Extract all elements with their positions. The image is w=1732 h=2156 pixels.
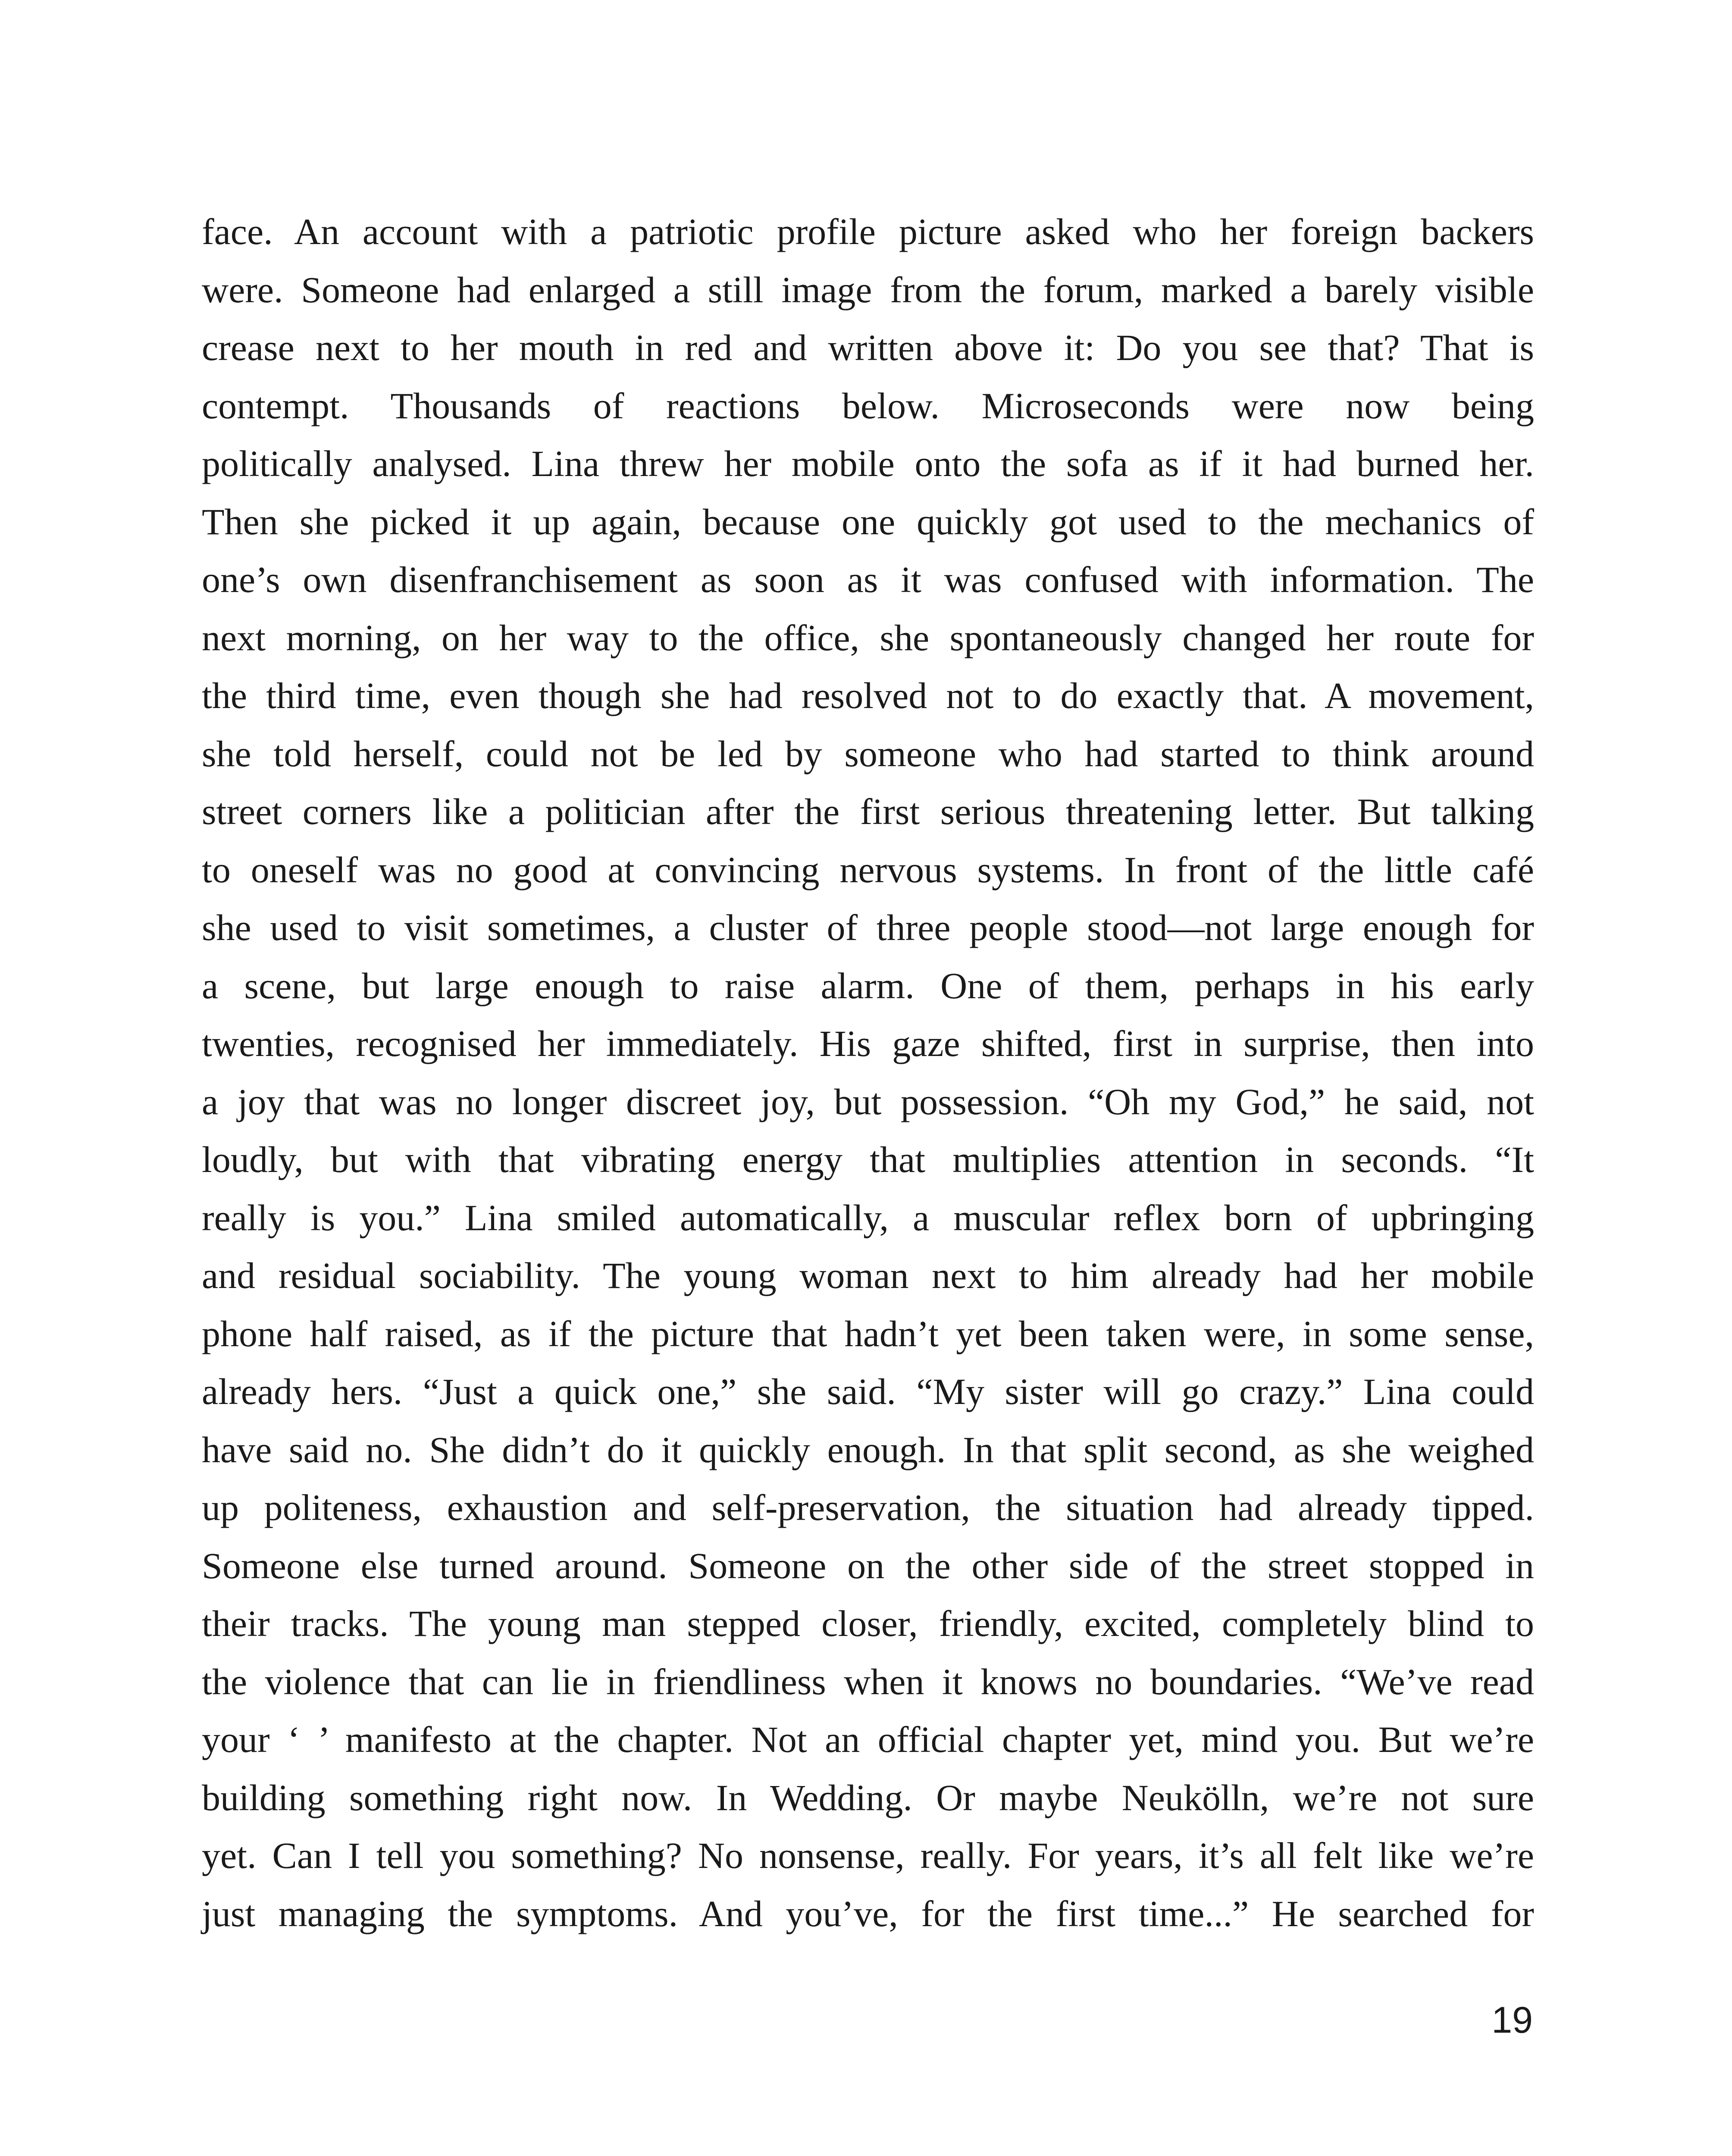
text-line: the violence that can lie in friendliness when it knows no boundaries. “We’ve read xyxy=(202,1661,1534,1702)
text-line: have said no. She didn’t do it quickly enough. In that split second, as she weighed xyxy=(202,1429,1534,1470)
text-line: contempt. Thousands of reactions below. Microseconds were now being xyxy=(202,385,1534,426)
text-line: politically analysed. Lina threw her mobile onto the sofa as if it had burned her. xyxy=(202,443,1534,484)
text-line: a joy that was no longer discreet joy, but possession. “Oh my God,” he said, not xyxy=(202,1081,1534,1122)
text-line: next morning, on her way to the office, she spontaneously changed her route for xyxy=(202,617,1534,658)
text-line: face. An account with a patriotic profile picture asked who her foreign backers xyxy=(202,211,1534,252)
text-line: your ‘ ’ manifesto at the chapter. Not an official chapter yet, mind you. But we’re xyxy=(202,1719,1534,1760)
text-line: their tracks. The young man stepped closer, friendly, excited, completely blind to xyxy=(202,1603,1534,1644)
text-line: already hers. “Just a quick one,” she said. “My sister will go crazy.” Lina could xyxy=(202,1371,1534,1412)
text-line: building something right now. In Wedding. Or maybe Neukölln, we’re not sure xyxy=(202,1777,1534,1818)
text-line: really is you.” Lina smiled automatically, a muscular reflex born of upbringing xyxy=(202,1197,1534,1238)
text-line: she told herself, could not be led by someone who had started to think around xyxy=(202,733,1534,774)
text-line: just managing the symptoms. And you’ve, for the first time...” He searched for xyxy=(202,1893,1534,1934)
text-line: the third time, even though she had resolved not to do exactly that. A movement, xyxy=(202,675,1534,716)
text-line: she used to visit sometimes, a cluster of three people stood—not large enough for xyxy=(202,907,1534,948)
text-line: one’s own disenfranchisement as soon as it was confused with information. The xyxy=(202,559,1534,600)
text-line: twenties, recognised her immediately. His gaze shifted, first in surprise, then into xyxy=(202,1023,1534,1064)
text-line: crease next to her mouth in red and written above it: Do you see that? That is xyxy=(202,327,1534,368)
text-line: up politeness, exhaustion and self-preservation, the situation had already tipped. xyxy=(202,1487,1534,1528)
page-number: 19 xyxy=(1491,1999,1533,2041)
text-line: and residual sociability. The young woman next to him already had her mobile xyxy=(202,1255,1534,1296)
text-line: street corners like a politician after the first serious threatening letter. But talking xyxy=(202,791,1534,832)
text-line: Someone else turned around. Someone on the other side of the street stopped in xyxy=(202,1545,1534,1586)
text-line: a scene, but large enough to raise alarm. One of them, perhaps in his early xyxy=(202,965,1534,1006)
body-text xyxy=(202,203,1534,1943)
text-line: loudly, but with that vibrating energy that multiplies attention in seconds. “It xyxy=(202,1139,1534,1180)
text-line: phone half raised, as if the picture that hadn’t yet been taken were, in some sense, xyxy=(202,1313,1534,1354)
text-line: to oneself was no good at convincing nervous systems. In front of the little café xyxy=(202,849,1534,890)
text-line: were. Someone had enlarged a still image from the forum, marked a barely visible xyxy=(202,269,1534,310)
text-line: Then she picked it up again, because one quickly got used to the mechanics of xyxy=(202,501,1534,542)
text-line: yet. Can I tell you something? No nonsense, really. For years, it’s all felt like we’re xyxy=(202,1835,1534,1876)
